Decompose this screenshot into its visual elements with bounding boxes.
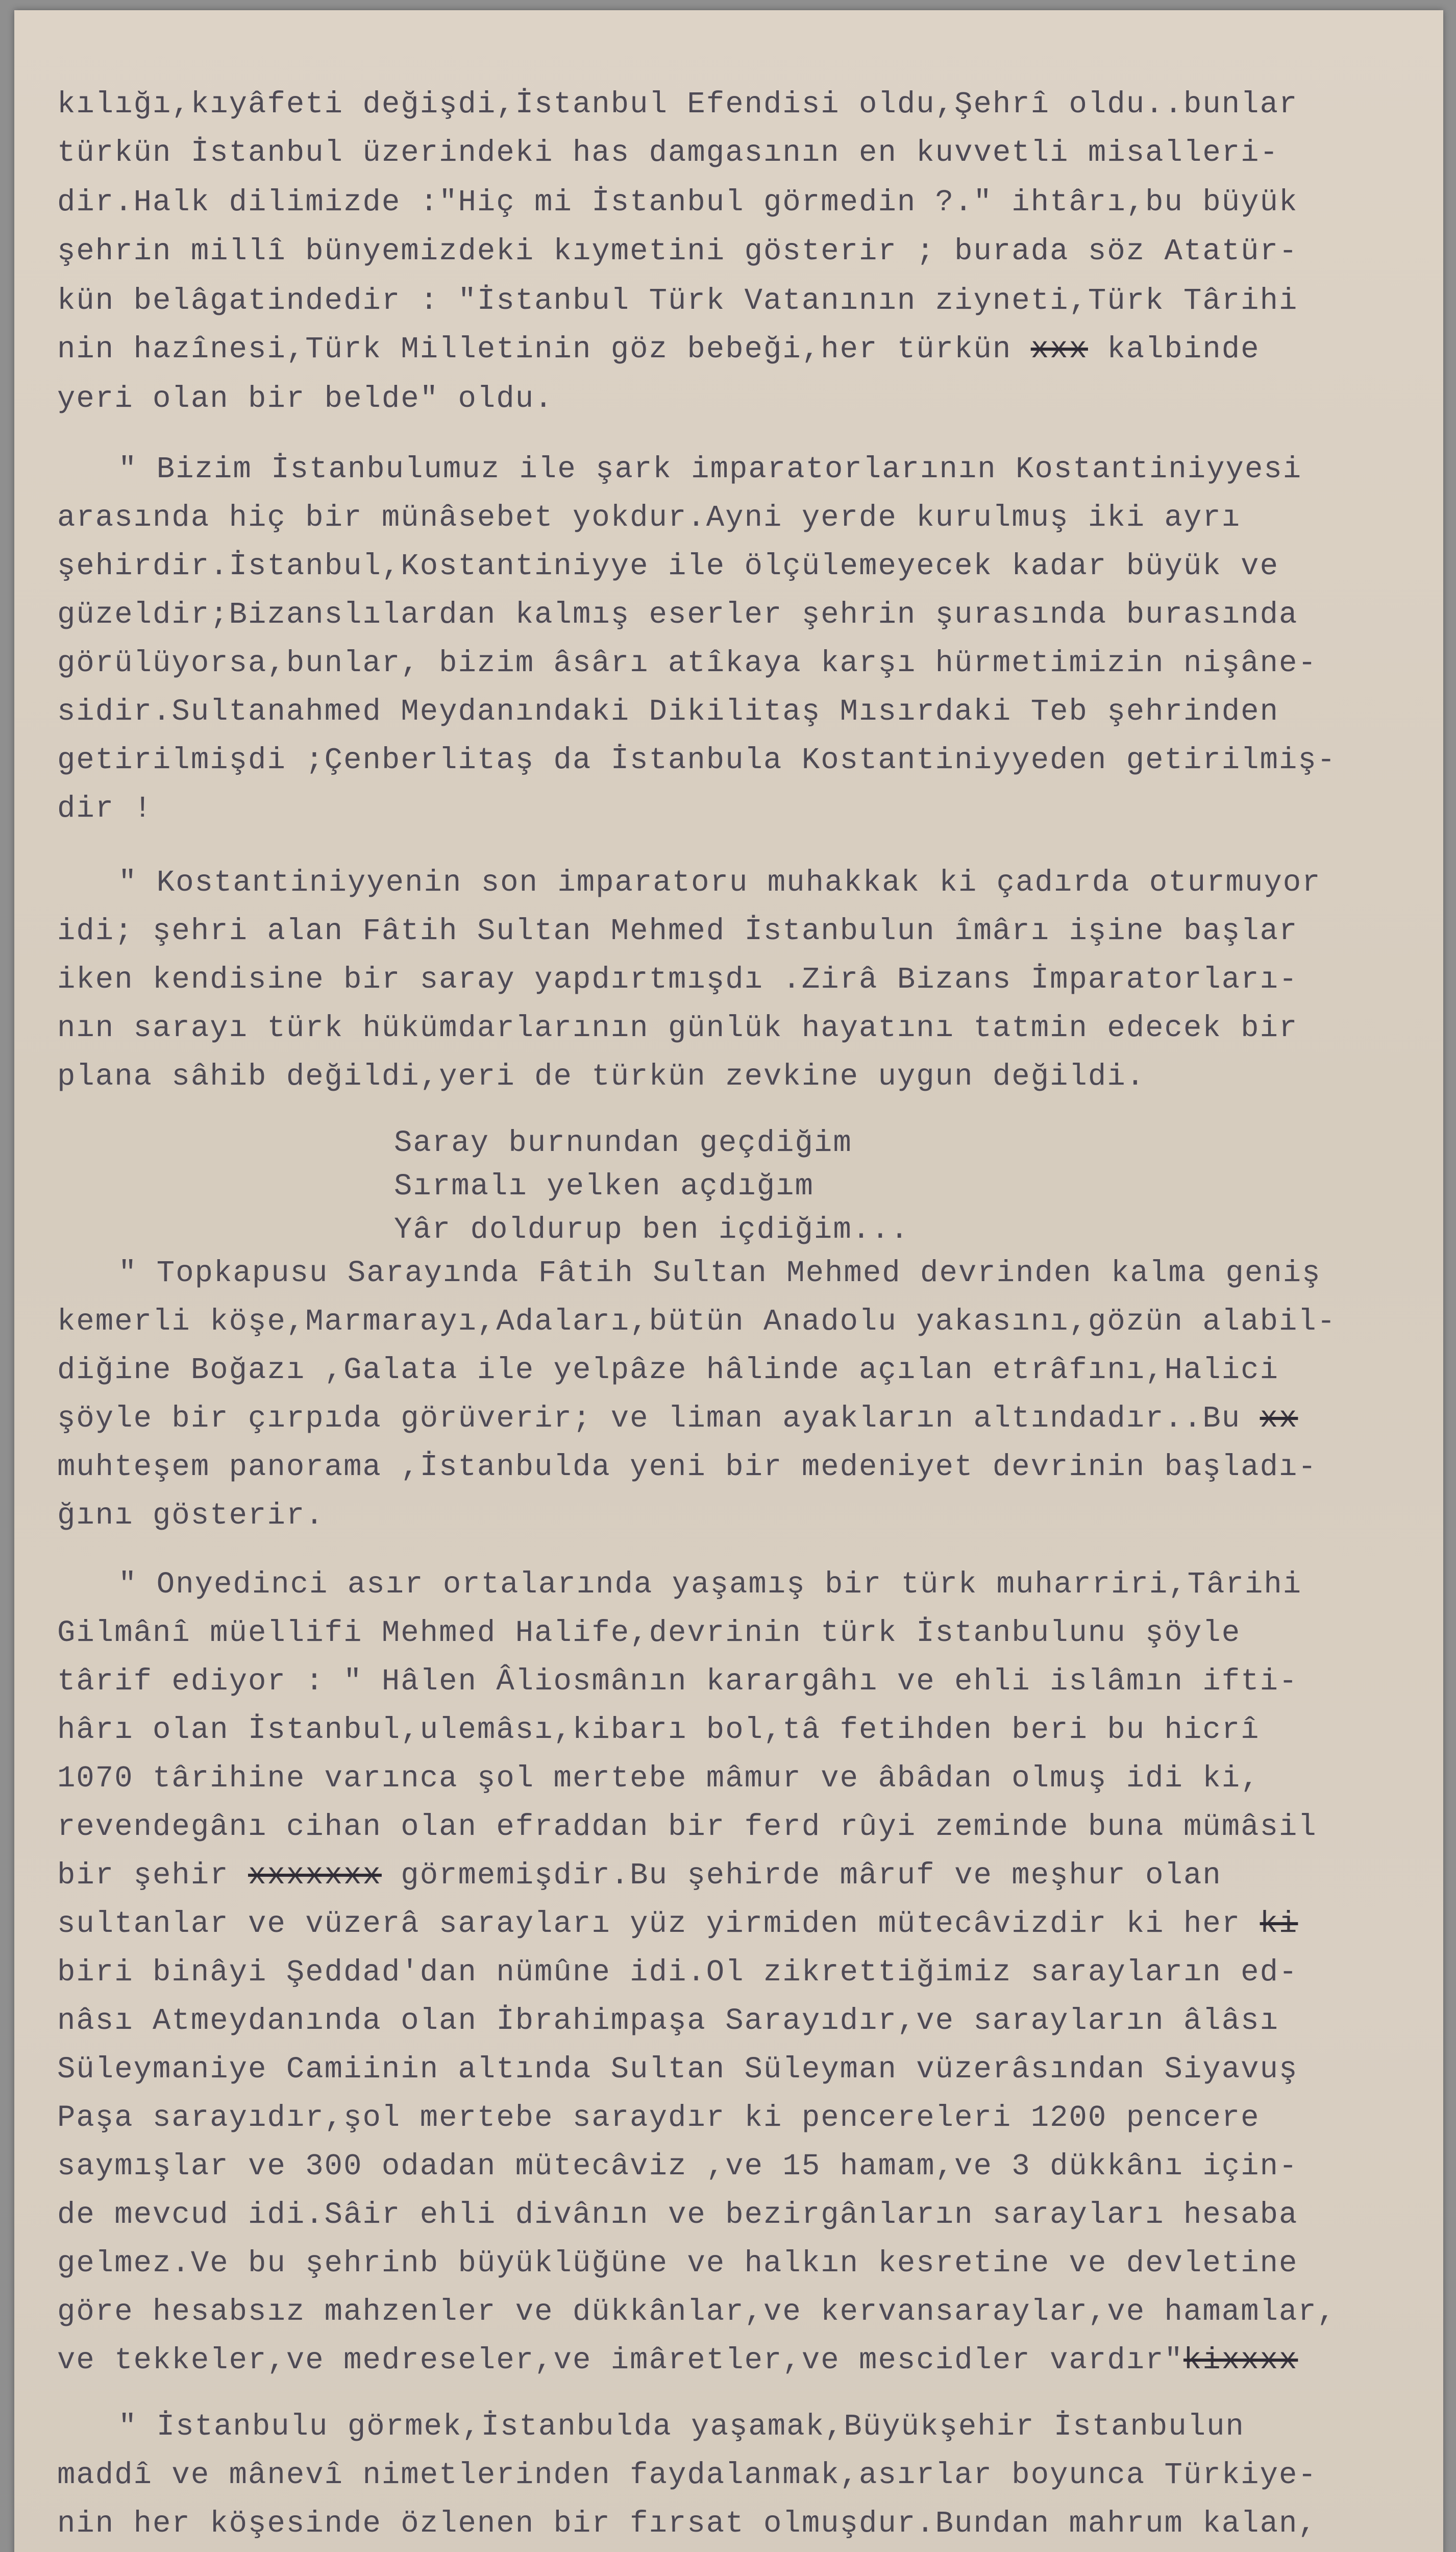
- struck-out-text: xxx: [1030, 332, 1088, 366]
- text-line: [57, 1011, 1298, 1046]
- line-text: ğını gösterir.: [57, 1499, 325, 1533]
- text-line: [57, 1664, 1298, 1700]
- text-line: [118, 452, 1302, 487]
- line-text: güzeldir;Bizanslılardan kalmış eserler şehrin şurasında burasında: [57, 598, 1298, 632]
- text-line: [394, 1212, 909, 1248]
- line-text: plana sâhib değildi,yeri de türkün zevkine uygun değildi.: [57, 1060, 1146, 1094]
- text-line: [57, 381, 554, 417]
- line-text: göre hesabsız mahzenler ve dükkânlar,ve kervansaraylar,ve hamamlar,: [57, 2295, 1337, 2329]
- text-line: [57, 332, 1260, 367]
- line-text: târif ediyor : " Hâlen Âliosmânın karargâhı ve ehli islâmın ifti-: [57, 1664, 1298, 1699]
- text-line: [57, 500, 1241, 536]
- text-line: [57, 1450, 1317, 1485]
- text-line: [57, 1809, 1317, 1845]
- text-line: [118, 2409, 1245, 2445]
- text-line: [57, 962, 1298, 998]
- text-line: [57, 234, 1298, 269]
- text-line: [57, 1304, 1336, 1340]
- text-line: [57, 2343, 1298, 2378]
- line-text: de mevcud idi.Sâir ehli divânın ve bezirgânların sarayları hesaba: [57, 2198, 1298, 2232]
- text-line: [394, 1169, 814, 1205]
- text-line: [118, 1567, 1302, 1603]
- text-line: [57, 914, 1298, 949]
- line-text: gelmez.Ve bu şehrinb büyüklüğüne ve halkın kesretine ve devletine: [57, 2246, 1298, 2280]
- struck-out-text: ki: [1260, 1907, 1298, 1941]
- text-line: [57, 694, 1279, 730]
- line-text-continued: kalbinde: [1088, 332, 1260, 366]
- line-text: dir !: [57, 792, 153, 826]
- text-line: [57, 2197, 1298, 2233]
- text-line: [57, 1761, 1260, 1797]
- line-text: yeri olan bir belde" oldu.: [57, 382, 554, 416]
- line-text: Paşa sarayıdır,şol mertebe saraydır ki pencereleri 1200 pencere: [57, 2101, 1260, 2135]
- line-text: arasında hiç bir münâsebet yokdur.Ayni yerde kurulmuş iki ayrı: [57, 501, 1241, 535]
- line-text: kün belâgatindedir : "İstanbul Türk Vatanının ziyneti,Türk Târihi: [57, 284, 1298, 318]
- text-line: [118, 865, 1321, 901]
- line-text: diğine Boğazı ,Galata ile yelpâze hâlinde açılan etrâfını,Halici: [57, 1353, 1279, 1387]
- text-line: [57, 1401, 1298, 1437]
- line-text: Saray burnundan geçdiğim: [394, 1126, 852, 1160]
- text-line: [57, 2294, 1336, 2330]
- line-text: şöyle bir çırpıda görüverir; ve liman ayakların altındadır..Bu: [57, 1402, 1260, 1436]
- text-line: [57, 1059, 1145, 1095]
- line-text: nâsı Atmeydanında olan İbrahimpaşa Sarayıdır,ve sarayların âlâsı: [57, 2004, 1279, 2038]
- line-text: şehrin millî bünyemizdeki kıymetini gösterir ; burada söz Atatür-: [57, 234, 1298, 268]
- text-line: [57, 646, 1317, 681]
- text-line: [57, 1712, 1260, 1748]
- line-text: dir.Halk dilimizde :"Hiç mi İstanbul görmedin ?." ihtârı,bu büyük: [57, 185, 1298, 219]
- line-text: nın sarayı türk hükümdarlarının günlük hayatını tatmin edecek bir: [57, 1011, 1298, 1045]
- text-line: [57, 549, 1279, 584]
- line-text: Yâr doldurup ben içdiğim...: [394, 1213, 909, 1247]
- line-text: biri binâyi Şeddad'dan nümûne idi.Ol zikrettiğimiz sarayların ed-: [57, 1955, 1298, 1990]
- line-text: " Onyedinci asır ortalarında yaşamış bir türk muharriri,Târihi: [118, 1567, 1302, 1602]
- line-text: muhteşem panorama ,İstanbulda yeni bir medeniyet devrinin başladı-: [57, 1450, 1317, 1484]
- line-text: Sırmalı yelken açdığım: [394, 1169, 814, 1204]
- text-line: [57, 283, 1298, 319]
- text-line: [57, 2149, 1298, 2185]
- text-line: [57, 185, 1298, 220]
- text-line: [57, 1906, 1298, 1942]
- line-text: kılığı,kıyâfeti değişdi,İstanbul Efendisi oldu,Şehrî oldu..bunlar: [57, 87, 1298, 121]
- text-line: [57, 791, 153, 827]
- line-text: nin her köşesinde özlenen bir fırsat olmuşdur.Bundan mahrum kalan,: [57, 2507, 1317, 2541]
- line-text: idi; şehri alan Fâtih Sultan Mehmed İstanbulun îmârı işine başlar: [57, 914, 1298, 948]
- text-line: [57, 2506, 1317, 2542]
- text-line: [57, 2100, 1260, 2136]
- line-text: şehirdir.İstanbul,Kostantiniyye ile ölçülemeyecek kadar büyük ve: [57, 549, 1279, 583]
- text-line: [57, 743, 1336, 778]
- text-line: [394, 1125, 852, 1161]
- line-text: ve tekkeler,ve medreseler,ve imâretler,ve mescidler vardır": [57, 2343, 1183, 2377]
- text-line: [57, 1955, 1298, 1991]
- line-text-continued: görmemişdir.Bu şehirde mâruf ve meşhur olan: [381, 1858, 1222, 1893]
- text-line: [57, 87, 1298, 122]
- line-text: Süleymaniye Camiinin altında Sultan Süleyman vüzerâsından Siyavuş: [57, 2052, 1298, 2087]
- text-line: [57, 2246, 1298, 2281]
- line-text: sidir.Sultanahmed Meydanındaki Dikilitaş Mısırdaki Teb şehrinden: [57, 695, 1279, 729]
- line-text: türkün İstanbul üzerindeki has damgasının en kuvvetli misalleri-: [57, 136, 1279, 170]
- line-text: hârı olan İstanbul,ulemâsı,kibarı bol,tâ fetihden beri bu hicrî: [57, 1713, 1260, 1747]
- text-line: [118, 1256, 1321, 1291]
- line-text: 1070 târihine varınca şol mertebe mâmur ve âbâdan olmuş idi ki,: [57, 1761, 1260, 1796]
- line-text: sultanlar ve vüzerâ sarayları yüz yirmiden mütecâvizdir ki her: [57, 1907, 1260, 1941]
- struck-out-text: xxxxxxx: [248, 1858, 382, 1893]
- line-text: bir şehir: [57, 1858, 249, 1893]
- line-text: " Bizim İstanbulumuz ile şark imparatorlarının Kostantiniyyesi: [118, 452, 1302, 486]
- line-text: nin hazînesi,Türk Milletinin göz bebeği,her türkün: [57, 332, 1031, 366]
- struck-out-text: kixxxx: [1183, 2343, 1298, 2377]
- line-text: revendegânı cihan olan efraddan bir ferd rûyi zeminde buna mümâsil: [57, 1810, 1317, 1844]
- line-text: " İstanbulu görmek,İstanbulda yaşamak,Büyükşehir İstanbulun: [118, 2410, 1245, 2444]
- struck-out-text: xx: [1260, 1402, 1298, 1436]
- line-text: kemerli köşe,Marmarayı,Adaları,bütün Anadolu yakasını,gözün alabil-: [57, 1305, 1337, 1339]
- text-line: [57, 1498, 325, 1534]
- text-line: [57, 135, 1279, 171]
- line-text: maddî ve mânevî nimetlerinden faydalanmak,asırlar boyunca Türkiye-: [57, 2458, 1317, 2492]
- line-text: " Kostantiniyyenin son imparatoru muhakkak ki çadırda oturmuyor: [118, 866, 1321, 900]
- line-text: iken kendisine bir saray yapdırtmışdı .Zirâ Bizans İmparatorları-: [57, 963, 1298, 997]
- line-text: saymışlar ve 300 odadan mütecâviz ,ve 15 hamam,ve 3 dükkânı için-: [57, 2149, 1298, 2183]
- text-line: [57, 1615, 1241, 1651]
- typewritten-page: [14, 10, 1443, 2552]
- line-text: görülüyorsa,bunlar, bizim âsârı atîkaya karşı hürmetimizin nişâne-: [57, 646, 1317, 680]
- text-line: [57, 2052, 1298, 2088]
- line-text: " Topkapusu Sarayında Fâtih Sultan Mehmed devrinden kalma geniş: [118, 1256, 1321, 1290]
- text-line: [57, 597, 1298, 633]
- text-line: [57, 2003, 1279, 2039]
- line-text: getirilmişdi ;Çenberlitaş da İstanbula Kostantiniyyeden getirilmiş-: [57, 743, 1337, 777]
- line-text: Gilmânî müellifi Mehmed Halife,devrinin türk İstanbulunu şöyle: [57, 1616, 1241, 1650]
- text-line: [57, 1858, 1222, 1894]
- text-line: [57, 1353, 1279, 1388]
- text-line: [57, 2458, 1317, 2493]
